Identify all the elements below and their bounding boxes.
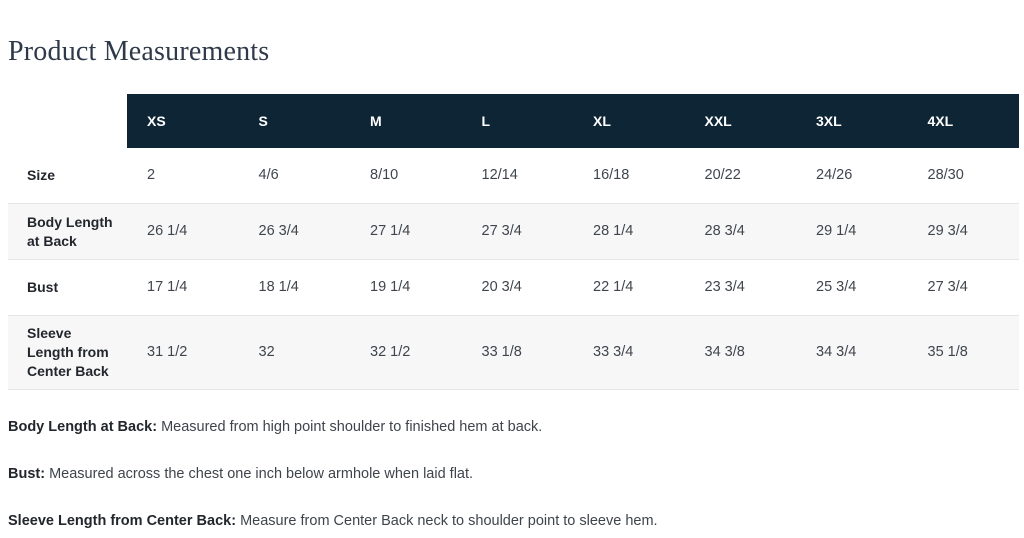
value-cell: 20/22 [704, 166, 741, 183]
value-cell: 32 1/2 [370, 343, 411, 360]
size-column-header: M [350, 94, 462, 148]
value-cell: 33 3/4 [593, 343, 634, 360]
value-cell: 27 1/4 [370, 222, 411, 239]
note-line [8, 464, 1024, 484]
value-cell: 34 3/4 [816, 343, 857, 360]
value-cell: 32 [258, 343, 275, 360]
note-line [8, 511, 1024, 531]
table-row [8, 204, 1019, 260]
value-cell: 23 3/4 [704, 278, 745, 295]
value-cell: 2 [147, 166, 156, 183]
value-cell: 12/14 [481, 166, 518, 183]
value-cell: 24/26 [816, 166, 853, 183]
value-cell: 29 1/4 [816, 222, 857, 239]
value-cell: 8/10 [370, 166, 399, 183]
table-row [8, 260, 1019, 316]
row-label: Size [27, 167, 56, 184]
value-cell: 28 1/4 [593, 222, 634, 239]
note-definition: Measured from high point shoulder to finished hem at back. [161, 418, 543, 435]
row-label: Bust [27, 279, 59, 296]
value-cell: 25 3/4 [816, 278, 857, 295]
size-column-header: L [462, 94, 574, 148]
value-cell: 27 3/4 [481, 222, 522, 239]
value-cell: 22 1/4 [593, 278, 634, 295]
table-row [8, 316, 1019, 390]
size-column-header: S [239, 94, 351, 148]
value-cell: 28 3/4 [704, 222, 745, 239]
value-cell: 18 1/4 [258, 278, 299, 295]
note-definition: Measured across the chest one inch below armhole when laid flat. [49, 466, 474, 483]
corner-cell [8, 94, 127, 148]
note-term: Body Length at Back: [8, 418, 158, 435]
note-definition: Measure from Center Back neck to shoulder point to sleeve hem. [240, 513, 658, 530]
value-cell: 20 3/4 [481, 278, 522, 295]
value-cell: 27 3/4 [927, 278, 968, 295]
size-column-header: XXL [685, 94, 797, 148]
value-cell: 33 1/8 [481, 343, 522, 360]
size-column-header: 4XL [908, 94, 1020, 148]
value-cell: 4/6 [258, 166, 279, 183]
row-label: Body Length at Back [27, 213, 113, 249]
value-cell: 34 3/8 [704, 343, 745, 360]
value-cell: 26 3/4 [258, 222, 299, 239]
table-header-row [8, 94, 1019, 148]
table-row [8, 148, 1019, 204]
value-cell: 19 1/4 [370, 278, 411, 295]
value-cell: 17 1/4 [147, 278, 188, 295]
size-column-header: XL [573, 94, 685, 148]
value-cell: 28/30 [927, 166, 964, 183]
size-column-header: XS [127, 94, 239, 148]
value-cell: 26 1/4 [147, 222, 188, 239]
note-term: Sleeve Length from Center Back: [8, 513, 237, 530]
page-title: Product Measurements [8, 36, 270, 67]
note-line [8, 417, 1024, 437]
value-cell: 35 1/8 [927, 343, 968, 360]
notes [8, 417, 1024, 532]
row-label: Sleeve Length from Center Back [27, 325, 109, 379]
measurements-table [8, 94, 1019, 390]
value-cell: 29 3/4 [927, 222, 968, 239]
value-cell: 31 1/2 [147, 343, 188, 360]
value-cell: 16/18 [593, 166, 630, 183]
note-term: Bust: [8, 466, 46, 483]
size-column-header: 3XL [796, 94, 908, 148]
